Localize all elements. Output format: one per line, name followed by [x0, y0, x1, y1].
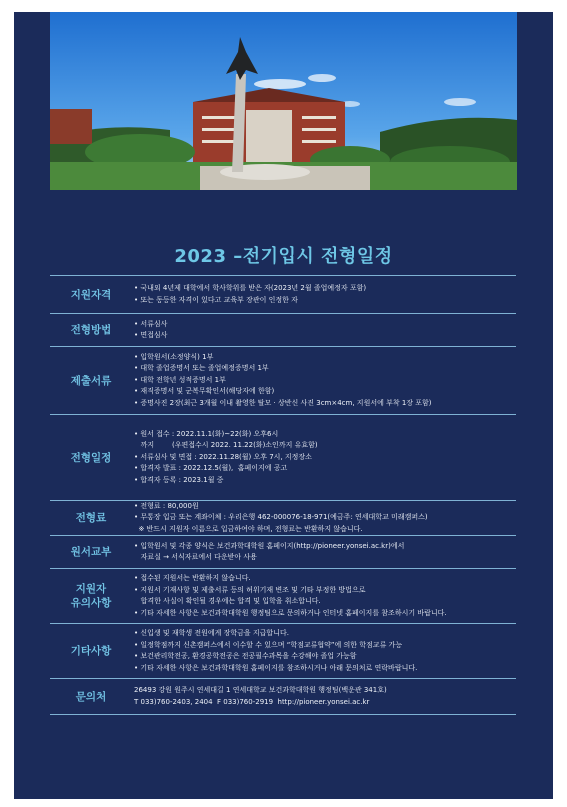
row-form-distribution: [50, 535, 516, 568]
content-line: 26493 강원 원주시 연세대길 1 연세대학교 보건과학대학원 행정팀(백운관 341호): [134, 686, 387, 694]
row-applicant-notes: [50, 568, 516, 623]
row-schedule: [50, 414, 516, 500]
row-content: [132, 679, 516, 714]
content-line: • 재직증명서 및 군복무확인서(해당자에 한함): [134, 387, 275, 396]
row-label: 지원자 유의사항: [70, 583, 112, 609]
content-line: • 전형료 : 80,000원: [134, 502, 199, 510]
row-application-fee: [50, 500, 516, 535]
content-line: • 접수된 지원서는 반환하지 않습니다.: [134, 574, 251, 582]
row-other-notes: [50, 623, 516, 678]
row-screening-method: [50, 313, 516, 346]
content-line: • 기타 자세한 사항은 보건과학대학원 홈페이지를 참조하시거나 아래 문의처로 연락바랍니다.: [134, 663, 418, 672]
content-line: • 서류심사: [134, 319, 168, 328]
row-content: [132, 536, 516, 568]
row-label: 제출서류: [70, 374, 112, 387]
row-label: 기타사항: [70, 645, 112, 657]
content-line: • 보건관리학전공, 환경공학전공은 전공필수과목을 수강해야 졸업 가능함: [134, 652, 357, 660]
page-title: 2023 –전기입시 전형일정: [174, 246, 393, 267]
row-content: [132, 624, 516, 678]
content-line: • 무통장 입금 또는 계좌이체 : 우리은행 462-000076-18-971(예금주: 연세대학교 미래캠퍼스): [134, 513, 428, 522]
row-content: [132, 276, 516, 313]
content-line: • 합격자 등록 : 2023.1월 중: [134, 475, 224, 484]
content-line: • 입학원서(소정양식) 1부: [134, 352, 214, 361]
row-content: [132, 314, 516, 346]
row-label: 문의처: [75, 690, 107, 703]
content-line: 자료실 → 서식자료에서 다운받아 사용: [134, 553, 257, 561]
row-content: [132, 569, 516, 623]
row-label: 전형료: [75, 512, 107, 524]
content-line: • 입학원서 및 각종 양식은 보건과학대학원 홈페이지(http://pioneer.yonsei.ac.kr)에서: [134, 541, 405, 550]
row-content: [132, 347, 516, 414]
content-line: • 신입생 및 재학생 전원에게 장학금을 지급합니다.: [134, 629, 289, 637]
content-line: 합격한 사실이 확인될 경우에는 합격 및 입학을 취소합니다.: [134, 597, 321, 605]
content-line: • 국내외 4년제 대학에서 학사학위를 받은 자(2023년 2월 졸업예정자 포함): [134, 284, 367, 292]
content-line: 까지 (우편접수시 2022. 11.22(화)소인까지 유효함): [134, 441, 318, 450]
row-required-documents: [50, 346, 516, 414]
content-line: • 증명사진 2장(최근 3개월 이내 촬영한 탈모 · 상반신 사진 3cm×4cm, 지원서에 부착 1장 포함): [134, 398, 432, 407]
row-label: 전형일정: [70, 451, 112, 464]
content-line: • 대학 졸업증명서 또는 졸업예정증명서 1부: [134, 364, 269, 373]
content-line: • 합격자 발표 : 2022.12.5(월), 홈페이지에 공고: [134, 464, 288, 473]
row-content: [132, 501, 516, 535]
content-line: • 면접심사: [134, 331, 168, 339]
content-line: T 033)760-2403, 2404 F 033)760-2919 http://pioneer.yonsei.ac.kr: [134, 697, 370, 706]
content-line: ※ 반드시 지원자 이름으로 입금하여야 하며, 전형료는 반환하지 않습니다.: [134, 524, 363, 533]
row-eligibility: [50, 275, 516, 313]
content-line: • 대학 전학년 성적증명서 1부: [134, 375, 226, 384]
content-line: • 지원서 기재사항 및 제출서류 등의 허위기재 변조 및 기타 부정한 방법으로: [134, 585, 366, 594]
row-label: 지원자격: [70, 288, 112, 301]
admission-poster: [14, 12, 553, 799]
row-content: [132, 415, 516, 500]
campus-photo: [50, 12, 517, 190]
content-line: • 원서 접수 : 2022.11.1(화)~22(화) 오후6시: [134, 429, 279, 438]
content-line: • 또는 동등한 자격이 있다고 교육부 장관이 인정한 자: [134, 295, 298, 304]
content-line: • 서류심사 및 면접 : 2022.11.28(월) 오후 7시, 지정장소: [134, 452, 312, 461]
content-line: • 일정학점까지 신촌캠퍼스에서 이수할 수 있으며 “학점교류협약”에 의한 학점교류 가능: [134, 640, 403, 649]
admission-schedule-table: [50, 275, 516, 715]
content-line: • 기타 자세한 사항은 보건과학대학원 행정팀으로 문의하거나 인터넷 홈페이지를 참조하시기 바랍니다.: [134, 608, 447, 617]
row-label: 원서교부: [70, 546, 112, 558]
row-contact: [50, 678, 516, 715]
row-label: 전형방법: [70, 324, 112, 336]
